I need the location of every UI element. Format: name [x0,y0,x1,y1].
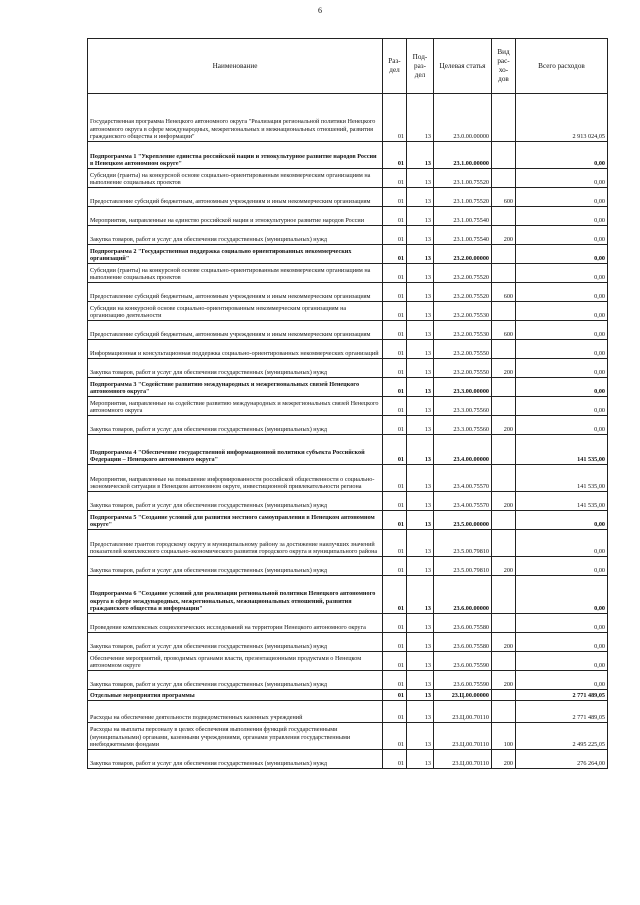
row-podrazdel: 13 [407,701,434,723]
row-target: 23.3.00.75560 [434,397,492,416]
row-razdel: 01 [383,492,407,511]
row-podrazdel: 13 [407,633,434,652]
row-razdel: 01 [383,302,407,321]
row-name: Закупка товаров, работ и услуг для обеспечения государственных (муниципальных) нужд [88,633,383,652]
row-name: Государственная программа Ненецкого автономного округа "Реализация региональной политики Ненецкого автономного округа в сфере международных, межрегиональных и межнациональных отношений, развития гражданского общества и информации" [88,94,383,142]
table-row [88,671,608,690]
row-razdel: 01 [383,226,407,245]
row-podrazdel: 13 [407,302,434,321]
row-podrazdel: 13 [407,188,434,207]
row-podrazdel: 13 [407,359,434,378]
row-vid [492,245,516,264]
row-podrazdel: 13 [407,465,434,492]
row-name: Субсидии на конкурсной основе социально-ориентированным некоммерческим организациям на организацию деятельности [88,302,383,321]
row-name: Подпрограмма 5 "Создание условий для развития местного самоуправления в Ненецком автономном округе" [88,511,383,530]
row-razdel: 01 [383,378,407,397]
row-name: Подпрограмма 3 "Содействие развитию международных и межрегиональных связей Ненецкого автономного округа" [88,378,383,397]
row-podrazdel: 13 [407,283,434,302]
header-podrazdel: Под-раз-дел [407,39,434,94]
row-target: 23.2.00.75520 [434,283,492,302]
table-row [88,511,608,530]
row-target: 23.4.00.75570 [434,465,492,492]
row-name: Подпрограмма 6 "Создание условий для реализации региональной политики Ненецкого автономного округа в сфере международных, межрегиональных, межнациональных отношений, развития гражданского общества и информации" [88,576,383,614]
page-number: 6 [318,6,322,15]
row-razdel: 01 [383,283,407,302]
row-total: 0,00 [516,652,608,671]
row-total: 0,00 [516,633,608,652]
table-row [88,188,608,207]
row-name: Расходы на обеспечение деятельности подведомственных казенных учреждений [88,701,383,723]
row-razdel: 01 [383,94,407,142]
row-name: Закупка товаров, работ и услуг для обеспечения государственных (муниципальных) нужд [88,416,383,435]
row-razdel: 01 [383,633,407,652]
row-total: 0,00 [516,397,608,416]
row-podrazdel: 13 [407,416,434,435]
row-vid [492,652,516,671]
row-target: 23.5.00.79810 [434,530,492,557]
row-target: 23.2.00.75550 [434,340,492,359]
row-total: 0,00 [516,359,608,378]
header-target: Целевая статья [434,39,492,94]
table-row [88,340,608,359]
table-row [88,576,608,614]
row-target: 23.Ц.00.70110 [434,723,492,750]
table-row [88,614,608,633]
row-name: Подпрограмма 2 "Государственная поддержка социально ориентированных некоммерческих организаций" [88,245,383,264]
row-vid: 200 [492,492,516,511]
table-row [88,302,608,321]
row-name: Мероприятия, направленные на содействие развитию международных и межрегиональных связей Ненецкого автономного округа [88,397,383,416]
header-razdel: Раз-дел [383,39,407,94]
row-name: Мероприятия, направленные на повышение информированности российской общественности о социально-экономической ситуации в Ненецком автономном округе, инвестиционной привлекательности региона [88,465,383,492]
row-podrazdel: 13 [407,511,434,530]
row-vid [492,397,516,416]
row-target: 23.5.00.79810 [434,557,492,576]
row-podrazdel: 13 [407,723,434,750]
row-target: 23.1.00.00000 [434,142,492,169]
table-row [88,750,608,769]
row-target: 23.2.00.75550 [434,359,492,378]
row-name: Отдельные мероприятия программы [88,690,383,701]
row-total: 0,00 [516,530,608,557]
row-podrazdel: 13 [407,397,434,416]
header-row [88,39,608,94]
row-total: 141 535,00 [516,435,608,465]
header-vid: Вид рас-хо-дов [492,39,516,94]
row-razdel: 01 [383,511,407,530]
row-name: Проведение комплексных социологических исследований на территории Ненецкого автономного округа [88,614,383,633]
row-razdel: 01 [383,723,407,750]
row-podrazdel: 13 [407,750,434,769]
row-vid [492,169,516,188]
row-vid [492,614,516,633]
row-name: Закупка товаров, работ и услуг для обеспечения государственных (муниципальных) нужд [88,750,383,769]
table-row [88,283,608,302]
row-name: Подпрограмма 4 "Обеспечение государственной информационной политики субъекта Российской Федерации – Ненецкого автономного округа" [88,435,383,465]
row-razdel: 01 [383,701,407,723]
row-total: 0,00 [516,321,608,340]
row-vid: 200 [492,557,516,576]
row-target: 23.1.00.75540 [434,207,492,226]
row-razdel: 01 [383,671,407,690]
table-row [88,465,608,492]
row-name: Расходы на выплаты персоналу в целях обеспечения выполнения функций государственными (муниципальными) органами, казенными учреждениями, органами управления государственными внебюджетными фондами [88,723,383,750]
row-name: Закупка товаров, работ и услуг для обеспечения государственных (муниципальных) нужд [88,671,383,690]
row-razdel: 01 [383,188,407,207]
row-total: 2 771 489,05 [516,701,608,723]
row-target: 23.1.00.75520 [434,169,492,188]
row-podrazdel: 13 [407,142,434,169]
row-total: 141 535,00 [516,492,608,511]
row-razdel: 01 [383,530,407,557]
row-total: 0,00 [516,614,608,633]
row-total: 0,00 [516,557,608,576]
row-razdel: 01 [383,169,407,188]
row-target: 23.3.00.00000 [434,378,492,397]
row-total: 2 495 225,05 [516,723,608,750]
row-razdel: 01 [383,397,407,416]
row-target: 23.Ц.00.00000 [434,690,492,701]
table-row [88,435,608,465]
row-target: 23.0.00.00000 [434,94,492,142]
row-razdel: 01 [383,340,407,359]
row-podrazdel: 13 [407,94,434,142]
row-name: Закупка товаров, работ и услуг для обеспечения государственных (муниципальных) нужд [88,492,383,511]
table-row [88,207,608,226]
table-row [88,245,608,264]
row-total: 0,00 [516,283,608,302]
row-vid [492,302,516,321]
row-razdel: 01 [383,416,407,435]
row-target: 23.3.00.75560 [434,416,492,435]
row-name: Закупка товаров, работ и услуг для обеспечения государственных (муниципальных) нужд [88,359,383,378]
row-podrazdel: 13 [407,690,434,701]
table-row [88,397,608,416]
row-vid [492,142,516,169]
row-vid [492,465,516,492]
row-vid [492,340,516,359]
table-row [88,557,608,576]
row-total: 0,00 [516,226,608,245]
row-target: 23.6.00.75590 [434,671,492,690]
row-vid [492,576,516,614]
row-vid: 200 [492,359,516,378]
row-name: Закупка товаров, работ и услуг для обеспечения государственных (муниципальных) нужд [88,557,383,576]
row-vid [492,264,516,283]
table-row [88,492,608,511]
table-row [88,530,608,557]
row-podrazdel: 13 [407,321,434,340]
row-target: 23.6.00.75580 [434,633,492,652]
row-razdel: 01 [383,142,407,169]
row-name: Предоставление субсидий бюджетным, автономным учреждениям и иным некоммерческим организациям [88,283,383,302]
row-total: 0,00 [516,245,608,264]
row-razdel: 01 [383,465,407,492]
header-name: Наименование [88,39,383,94]
row-total: 0,00 [516,576,608,614]
row-target: 23.6.00.75590 [434,652,492,671]
row-name: Предоставление грантов городскому округу и муниципальному району за достижение наилучших значений показателей комплексного социально-экономического развития городского округа и муниципального района [88,530,383,557]
table-row [88,226,608,245]
table-row [88,378,608,397]
row-total: 276 264,00 [516,750,608,769]
row-total: 0,00 [516,511,608,530]
row-razdel: 01 [383,435,407,465]
row-total: 0,00 [516,302,608,321]
table-row [88,652,608,671]
row-podrazdel: 13 [407,576,434,614]
row-vid: 200 [492,416,516,435]
row-total: 0,00 [516,340,608,359]
row-target: 23.6.00.00000 [434,576,492,614]
row-podrazdel: 13 [407,671,434,690]
row-podrazdel: 13 [407,652,434,671]
table-row [88,690,608,701]
row-vid [492,435,516,465]
row-total: 0,00 [516,207,608,226]
row-name: Субсидии (гранты) на конкурсной основе социально-ориентированным некоммерческим организациям на выполнение социальных проектов [88,169,383,188]
row-vid [492,378,516,397]
row-vid [492,94,516,142]
row-total: 2 771 489,05 [516,690,608,701]
row-vid: 200 [492,226,516,245]
row-target: 23.5.00.00000 [434,511,492,530]
row-vid [492,511,516,530]
row-total: 0,00 [516,671,608,690]
row-razdel: 01 [383,264,407,283]
row-razdel: 01 [383,245,407,264]
row-target: 23.Ц.00.70110 [434,750,492,769]
row-podrazdel: 13 [407,264,434,283]
row-podrazdel: 13 [407,435,434,465]
row-razdel: 01 [383,652,407,671]
row-total: 0,00 [516,264,608,283]
row-total: 0,00 [516,188,608,207]
row-target: 23.2.00.00000 [434,245,492,264]
row-total: 141 535,00 [516,465,608,492]
row-total: 0,00 [516,416,608,435]
row-vid: 200 [492,671,516,690]
row-vid [492,207,516,226]
row-target: 23.6.00.75580 [434,614,492,633]
row-total: 2 913 024,05 [516,94,608,142]
row-target: 23.1.00.75520 [434,188,492,207]
row-target: 23.4.00.00000 [434,435,492,465]
row-vid [492,690,516,701]
table-row [88,416,608,435]
row-target: 23.1.00.75540 [434,226,492,245]
row-target: 23.2.00.75530 [434,321,492,340]
row-name: Закупка товаров, работ и услуг для обеспечения государственных (муниципальных) нужд [88,226,383,245]
table-row [88,701,608,723]
row-target: 23.Ц.00.70110 [434,701,492,723]
row-podrazdel: 13 [407,226,434,245]
table-row [88,94,608,142]
row-name: Предоставление субсидий бюджетным, автономным учреждениям и иным некоммерческим организациям [88,188,383,207]
row-name: Предоставление субсидий бюджетным, автономным учреждениям и иным некоммерческим организациям [88,321,383,340]
row-podrazdel: 13 [407,207,434,226]
table-row [88,321,608,340]
row-razdel: 01 [383,576,407,614]
row-razdel: 01 [383,207,407,226]
row-razdel: 01 [383,750,407,769]
row-razdel: 01 [383,321,407,340]
row-vid: 200 [492,750,516,769]
row-total: 0,00 [516,169,608,188]
row-podrazdel: 13 [407,530,434,557]
header-total: Всего расходов [516,39,608,94]
row-vid: 200 [492,633,516,652]
row-vid: 600 [492,321,516,340]
row-podrazdel: 13 [407,614,434,633]
row-target: 23.4.00.75570 [434,492,492,511]
row-total: 0,00 [516,142,608,169]
table-row [88,169,608,188]
row-target: 23.2.00.75520 [434,264,492,283]
row-vid: 600 [492,188,516,207]
table-row [88,359,608,378]
row-podrazdel: 13 [407,378,434,397]
table-row [88,142,608,169]
table-row [88,723,608,750]
row-target: 23.2.00.75530 [434,302,492,321]
row-razdel: 01 [383,690,407,701]
row-podrazdel: 13 [407,169,434,188]
table-row [88,633,608,652]
row-podrazdel: 13 [407,557,434,576]
row-vid [492,530,516,557]
row-name: Субсидии (гранты) на конкурсной основе социально-ориентированным некоммерческим организациям на выполнение социальных проектов [88,264,383,283]
row-podrazdel: 13 [407,492,434,511]
table-row [88,264,608,283]
row-vid: 600 [492,283,516,302]
row-name: Информационная и консультационная поддержка социально-ориентированных некоммерческих организаций [88,340,383,359]
row-total: 0,00 [516,378,608,397]
row-razdel: 01 [383,359,407,378]
row-razdel: 01 [383,614,407,633]
row-vid: 100 [492,723,516,750]
row-podrazdel: 13 [407,340,434,359]
expenditure-table [87,38,608,769]
row-razdel: 01 [383,557,407,576]
row-name: Подпрограмма 1 "Укрепление единства российской нации и этнокультурное развитие народов России в Ненецком автономном округе" [88,142,383,169]
row-name: Мероприятия, направленные на единство российской нации и этнокультурное развитие народов России [88,207,383,226]
row-podrazdel: 13 [407,245,434,264]
row-vid [492,701,516,723]
row-name: Обеспечение мероприятий, проводимых органами власти, презентационными продуктами о Ненецком автономном округе [88,652,383,671]
